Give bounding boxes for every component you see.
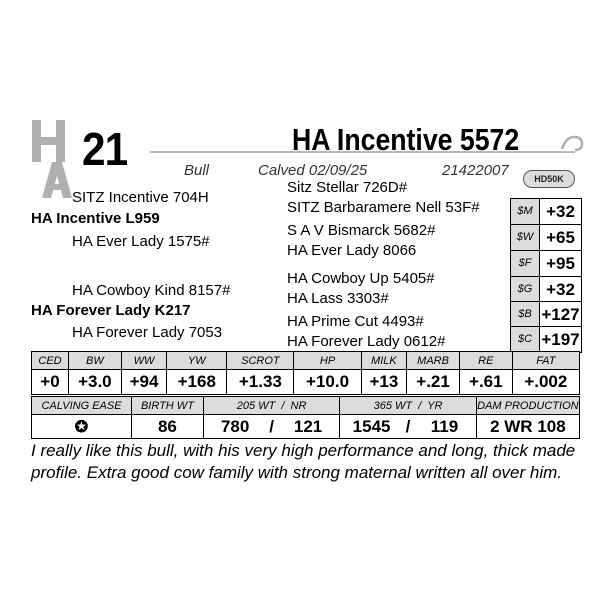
epd-value: +0 [32,370,69,395]
pedigree-g7: HA Prime Cut 4493# [287,313,424,330]
pedigree-dam: HA Forever Lady K217 [31,302,191,319]
pedigree-sire-sire: SITZ Incentive 704H [72,189,209,206]
ha-brand-logo [30,118,88,200]
epd-value: +1.33 [227,370,294,395]
production-value-row: ✪ 86 780 / 121 1545 / 119 2 WR 108 [32,415,580,439]
yr-value: 119 [413,415,476,439]
sex: Bull [184,162,210,179]
dam-production-header: DAM PRODUCTION [476,397,579,415]
pedigree-dam-dam: HA Forever Lady 7053 [72,324,223,341]
registration-number: 21422007 [442,162,509,179]
index-row [511,250,581,276]
birth-weight-header: BIRTH WT [132,397,204,415]
index-value: +32 [546,202,575,221]
pedigree-g5: HA Cowboy Up 5405# [287,270,435,287]
index-label: $M [511,199,540,224]
pedigree-g4: HA Ever Lady 8066 [287,242,417,259]
lot-number: 21 [82,123,128,175]
epd-header: YW [167,352,227,370]
genomic-badge: HD50K [523,170,575,188]
pedigree-g1: Sitz Stellar 726D# [287,179,408,196]
dollar-index-box [510,198,582,353]
index-value: +127 [541,305,580,324]
animal-name: HA Incentive 5572 [292,122,520,157]
wt205-value: 780 [203,415,266,439]
index-row [511,326,581,352]
production-table [31,396,580,439]
epd-value: +168 [167,370,227,395]
index-row [511,276,581,302]
pedigree-g2: SITZ Barbaramere Nell 53F# [287,199,480,216]
epd-header-row [32,352,580,370]
pedigree-sire: HA Incentive L959 [31,210,160,227]
epd-header: CED [32,352,69,370]
birth-weight-value: 86 [132,415,204,439]
epd-value: +.21 [407,370,460,395]
index-label: $B [511,302,540,327]
calved-date: Calved 02/09/25 [258,162,368,179]
index-value: +32 [546,280,575,299]
dam-production-value: 2 WR 108 [476,415,579,439]
epd-table [31,351,580,395]
epd-header: RE [459,352,512,370]
epd-value: +.61 [459,370,512,395]
epd-value: +10.0 [294,370,361,395]
epd-header: FAT [512,352,579,370]
index-row [511,224,581,250]
wt365-value: 1545 [340,415,403,439]
star-circle-icon: ✪ [74,418,89,436]
epd-header: MILK [361,352,407,370]
epd-value: +13 [361,370,407,395]
epd-header: SCROT [227,352,294,370]
pedigree-g6: HA Lass 3303# [287,290,389,307]
epd-value: +.002 [512,370,579,395]
index-label: $F [511,251,540,276]
comment-text: I really like this bull, with his very high performance and long, thick made profile. Extra good cow family with strong maternal written all over him. [31,441,576,482]
wt365-header: 365 WT / YR [340,397,476,415]
epd-value: +3.0 [68,370,121,395]
epd-header: HP [294,352,361,370]
production-header-row [32,397,580,415]
index-row [511,199,581,224]
epd-value: +94 [121,370,167,395]
epd-header: MARB [407,352,460,370]
pedigree-g3: S A V Bismarck 5682# [287,222,436,239]
pedigree-sire-dam: HA Ever Lady 1575# [72,233,210,250]
brand-hook-icon [560,131,586,157]
epd-value-row [32,370,580,395]
epd-header: WW [121,352,167,370]
index-label: $W [511,225,540,250]
index-row [511,301,581,327]
pedigree-g8: HA Forever Lady 0612# [287,333,446,350]
wt205-header: 205 WT / NR [203,397,339,415]
nr-value: 121 [277,415,340,439]
epd-header: BW [68,352,121,370]
index-value: +197 [541,330,580,349]
index-label: $C [511,327,540,352]
calving-ease-header: CALVING EASE [32,397,132,415]
index-value: +65 [546,228,575,247]
calving-ease-value [32,415,132,439]
index-label: $G [511,277,540,302]
index-value: +95 [546,254,575,273]
pedigree-dam-sire: HA Cowboy Kind 8157# [72,282,231,299]
